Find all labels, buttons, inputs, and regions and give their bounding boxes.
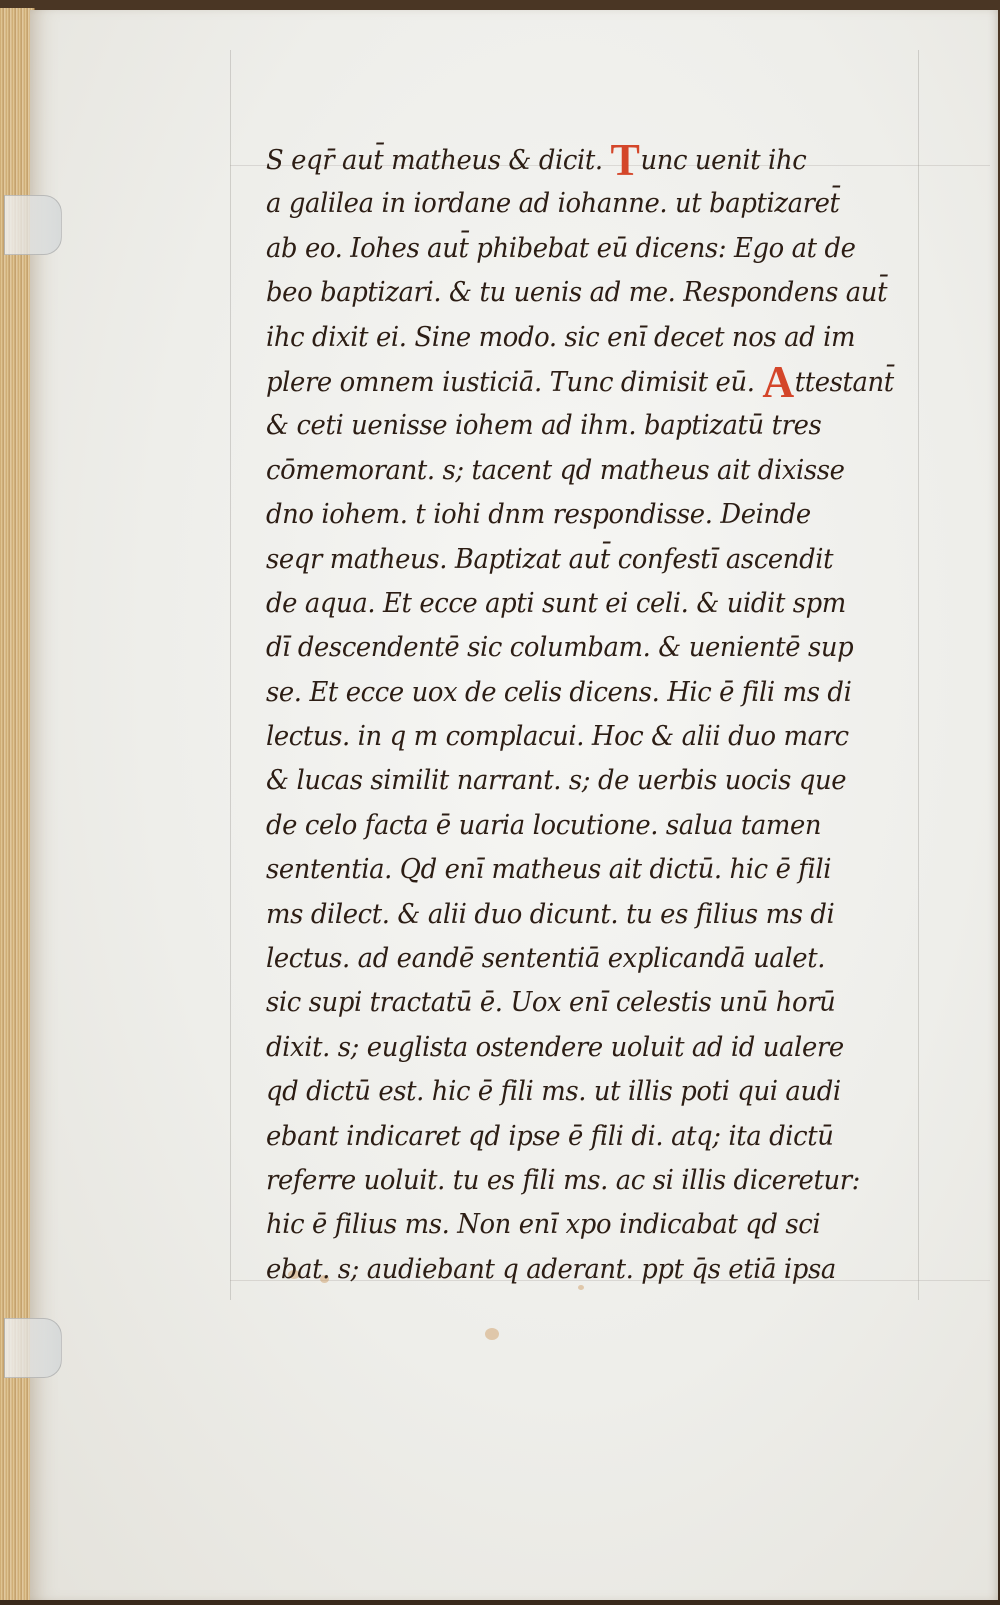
- binding-clasp: [4, 1318, 62, 1378]
- line-text: S eqr̄ aut̄ matheus & dicit.: [266, 145, 603, 176]
- line-text: referre uoluit. tu es fili ms. ac si illis diceretur:: [266, 1164, 861, 1196]
- manuscript-line: [266, 671, 926, 715]
- line-text: & ceti uenisse iohem ad ihm. baptizatū tres: [266, 410, 822, 442]
- manuscript-leaf: [30, 10, 998, 1600]
- manuscript-line: [266, 493, 926, 537]
- manuscript-line: [266, 1115, 926, 1159]
- line-text: ebat. s; audiebant q aderant. ppt q̄s etiā ipsa: [266, 1253, 836, 1285]
- manuscript-line: [266, 759, 926, 803]
- line-text: plere omnem iusticiā. Tunc dimisit eū.: [266, 366, 755, 398]
- manuscript-line: [266, 582, 926, 626]
- manuscript-line: [266, 355, 926, 407]
- manuscript-line: [266, 271, 926, 315]
- manuscript-line: [266, 182, 926, 226]
- line-text: de aqua. Et ecce apti sunt ei celi. & uidit spm: [266, 587, 846, 619]
- manuscript-line: [266, 981, 926, 1025]
- manuscript-line: [266, 134, 926, 185]
- line-text: ms dilect. & alii duo dicunt. tu es filius ms di: [266, 898, 835, 930]
- rubricated-initial: T: [610, 134, 640, 185]
- line-text: sic supi tractatū ē. Uox enī celestis unū horū: [266, 987, 836, 1019]
- line-text: ab eo. Iohes aut̄ phibebat eū dicens: Ego at de: [266, 232, 856, 264]
- manuscript-line: [266, 848, 926, 892]
- manuscript-line: [266, 404, 926, 448]
- line-text: dixit. s; euglista ostendere uoluit ad id ualere: [266, 1031, 844, 1063]
- rubricated-initial: A: [762, 355, 794, 407]
- manuscript-line: [266, 1248, 926, 1292]
- line-text: a galilea in iordane ad iohanne. ut baptizaret̄: [266, 188, 840, 220]
- line-text: se. Et ecce uox de celis dicens. Hic ē fili ms di: [266, 676, 852, 708]
- line-text: lectus. in q m complacui. Hoc & alii duo marc: [266, 721, 849, 753]
- line-text: cōmemorant. s; tacent qd matheus ait dixisse: [266, 454, 845, 486]
- manuscript-line: [266, 227, 926, 271]
- line-text: ebant indicaret qd ipse ē fili di. atq; ita dictū: [266, 1120, 834, 1152]
- line-text: sententia. Qd enī matheus ait dictū. hic ē fili: [266, 854, 832, 886]
- foxing-spot: [485, 1328, 499, 1340]
- binding-clasp: [4, 195, 62, 255]
- manuscript-line: [266, 449, 926, 493]
- ruling-line: [230, 50, 231, 1300]
- line-text: de celo facta ē uaria locutione. salua tamen: [266, 809, 822, 841]
- line-text: dno iohem. t iohi dnm respondisse. Deinde: [266, 499, 811, 531]
- line-text: beo baptizari. & tu uenis ad me. Respondens aut̄: [266, 277, 888, 309]
- manuscript-line: [266, 804, 926, 848]
- line-text: hic ē filius ms. Non enī xpo indicabat qd sci: [266, 1209, 821, 1241]
- manuscript-line: [266, 1203, 926, 1247]
- manuscript-line: [266, 1159, 926, 1203]
- line-text: unc uenit ihc: [640, 145, 807, 176]
- text-block: [266, 134, 956, 1292]
- line-text: dī descendentē sic columbam. & uenientē sup: [266, 632, 854, 664]
- line-text: qd dictū est. hic ē fili ms. ut illis poti qui audi: [266, 1076, 841, 1108]
- line-text: ttestant̄: [794, 366, 894, 398]
- line-text: & lucas similit narrant. s; de uerbis uocis que: [266, 765, 847, 797]
- line-text: lectus. ad eandē sententiā explicandā ualet.: [266, 943, 826, 975]
- manuscript-line: [266, 1026, 926, 1070]
- manuscript-line: [266, 626, 926, 670]
- manuscript-line: [266, 937, 926, 981]
- manuscript-line: [266, 715, 926, 759]
- manuscript-line: [266, 893, 926, 937]
- line-text: ihc dixit ei. Sine modo. sic enī decet nos ad im: [266, 321, 856, 353]
- manuscript-line: [266, 1070, 926, 1114]
- manuscript-line: [266, 538, 926, 582]
- line-text: seqr matheus. Baptizat aut̄ confestī ascendit: [266, 543, 834, 575]
- manuscript-line: [266, 316, 926, 360]
